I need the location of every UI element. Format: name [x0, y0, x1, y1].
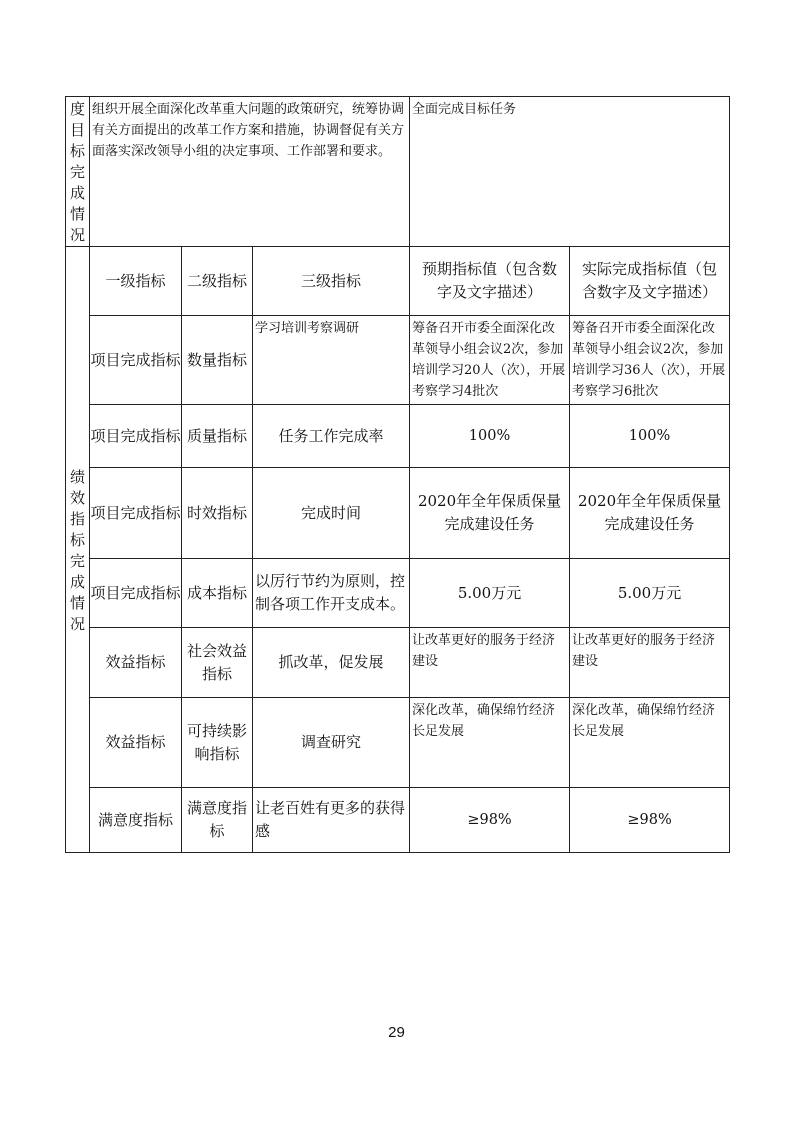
row-actual: ≥98% [570, 788, 730, 853]
performance-label: 绩 效 指 标 完 成 情 况 [66, 247, 90, 853]
row-expected: 筹备召开市委全面深化改革领导小组会议2次，参加培训学习20人（次），开展考察学习4批次 [410, 316, 570, 405]
row-level1: 项目完成指标 [90, 559, 182, 628]
row-actual: 2020年全年保质保量完成建设任务 [570, 468, 730, 559]
header-level2: 二级指标 [182, 247, 253, 316]
annual-goal-label: 度 目 标 完 成 情 况 [66, 97, 90, 247]
row-level3: 完成时间 [253, 468, 410, 559]
row-level2: 质量指标 [182, 405, 253, 468]
table-row [66, 698, 730, 788]
header-level1: 一级指标 [90, 247, 182, 316]
page-number: 29 [388, 1024, 405, 1041]
table-row [66, 468, 730, 559]
row-expected: 2020年全年保质保量完成建设任务 [410, 468, 570, 559]
row-level1: 项目完成指标 [90, 468, 182, 559]
header-expected: 预期指标值（包含数字及文字描述） [410, 247, 570, 316]
row-actual: 5.00万元 [570, 559, 730, 628]
table-row [66, 316, 730, 405]
row-level1: 项目完成指标 [90, 316, 182, 405]
row-actual: 筹备召开市委全面深化改革领导小组会议2次，参加培训学习36人（次），开展考察学习6批次 [570, 316, 730, 405]
table-row [66, 405, 730, 468]
row-level1: 满意度指标 [90, 788, 182, 853]
row-actual: 深化改革，确保绵竹经济长足发展 [570, 698, 730, 788]
row-level1: 效益指标 [90, 698, 182, 788]
annual-goal-text: 组织开展全面深化改革重大问题的政策研究，统筹协调有关方面提出的改革工作方案和措施，协调督促有关方面落实深改领导小组的决定事项、工作部署和要求。 [90, 97, 410, 247]
row-level2: 社会效益指标 [182, 628, 253, 698]
row-level3: 任务工作完成率 [253, 405, 410, 468]
row-level2: 成本指标 [182, 559, 253, 628]
performance-table [65, 96, 730, 853]
table-row [66, 628, 730, 698]
row-level1: 效益指标 [90, 628, 182, 698]
row-level3: 学习培训考察调研 [253, 316, 410, 405]
row-level2: 数量指标 [182, 316, 253, 405]
row-level2: 满意度指标 [182, 788, 253, 853]
row-level3: 以厉行节约为原则，控制各项工作开支成本。 [253, 559, 410, 628]
row-level3: 抓改革，促发展 [253, 628, 410, 698]
annual-goal-completion: 全面完成目标任务 [410, 97, 730, 247]
row-level1: 项目完成指标 [90, 405, 182, 468]
row-expected: 100% [410, 405, 570, 468]
row-expected: 5.00万元 [410, 559, 570, 628]
row-expected: 深化改革，确保绵竹经济长足发展 [410, 698, 570, 788]
header-level3: 三级指标 [253, 247, 410, 316]
row-level3: 让老百姓有更多的获得感 [253, 788, 410, 853]
row-actual: 让改革更好的服务于经济建设 [570, 628, 730, 698]
row-level2: 可持续影响指标 [182, 698, 253, 788]
row-level3: 调查研究 [253, 698, 410, 788]
row-level2: 时效指标 [182, 468, 253, 559]
table-row [66, 788, 730, 853]
table-row [66, 559, 730, 628]
row-actual: 100% [570, 405, 730, 468]
header-actual: 实际完成指标值（包含数字及文字描述） [570, 247, 730, 316]
row-expected: 让改革更好的服务于经济建设 [410, 628, 570, 698]
row-expected: ≥98% [410, 788, 570, 853]
